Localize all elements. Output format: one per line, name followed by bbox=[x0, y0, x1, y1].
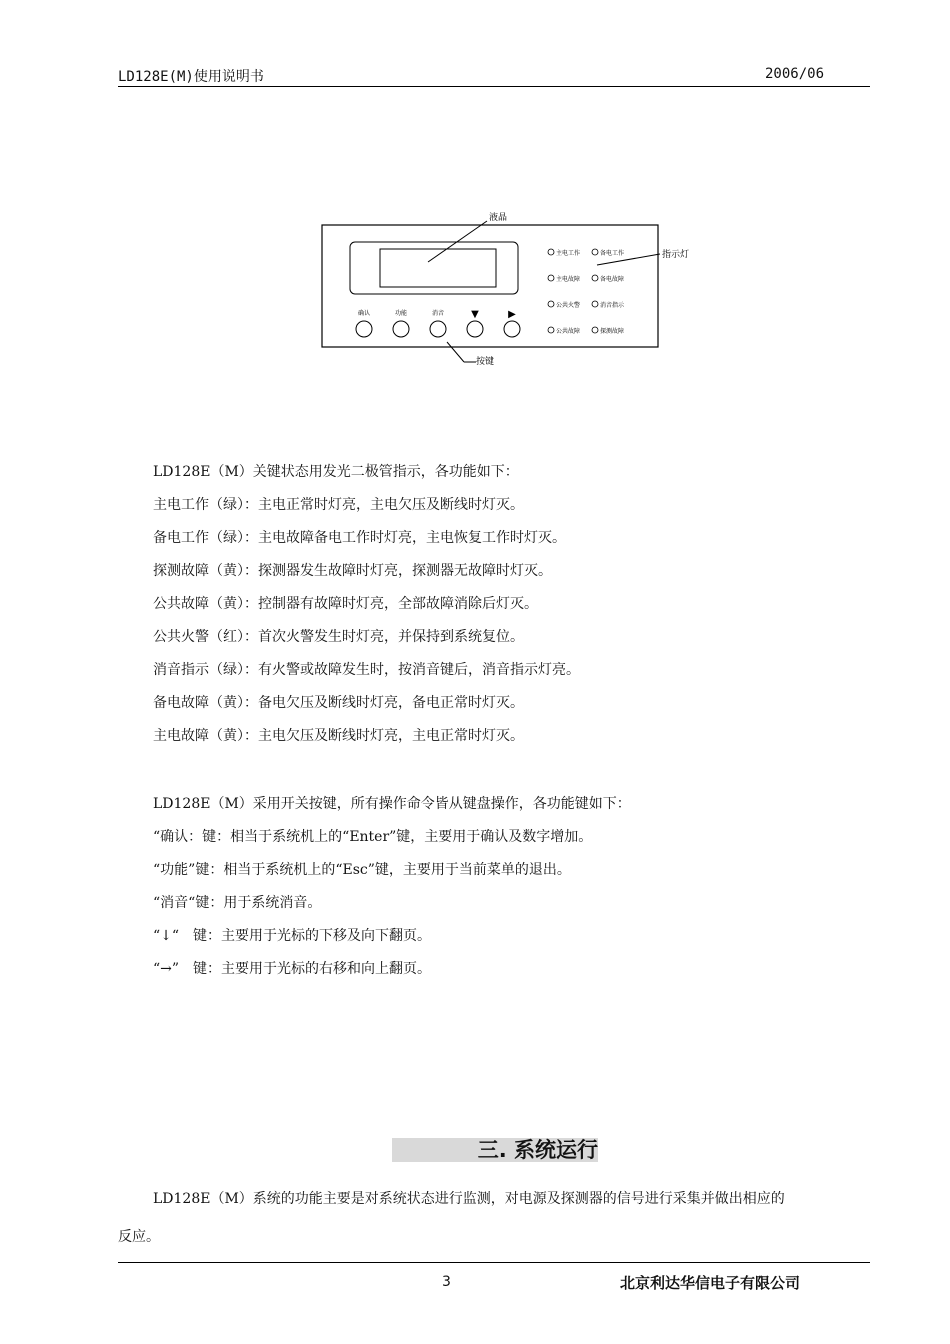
key-silence-line: “消音“键：用于系统消音。 bbox=[153, 895, 322, 911]
key-label-function: 功能 bbox=[394, 310, 408, 317]
key-intro-line: LD128E（M）采用开关按键，所有操作命令皆从键盘操作，各功能键如下： bbox=[153, 796, 631, 812]
led-backup-fault bbox=[592, 275, 598, 281]
led-label-backup-power: 备电工作 bbox=[600, 250, 625, 257]
led-label-silence: 消音指示 bbox=[600, 302, 625, 309]
right-key bbox=[504, 321, 520, 337]
led-main-fault-line: 主电故障（黄）：主电欠压及断线时灯亮，主电正常时灯灭。 bbox=[153, 728, 524, 744]
confirm-key bbox=[356, 321, 372, 337]
key-right-line: “→” 键：主要用于光标的右移和向上翻页。 bbox=[153, 961, 432, 977]
silence-key bbox=[430, 321, 446, 337]
company-name: 北京利达华信电子有限公司 bbox=[620, 1274, 801, 1292]
led-backup-power bbox=[592, 249, 598, 255]
lcd-frame bbox=[350, 242, 518, 294]
led-common-fault bbox=[548, 327, 554, 333]
section-paragraph-line-2: 反应。 bbox=[118, 1229, 160, 1245]
page-number: 3 bbox=[442, 1274, 451, 1290]
header-rule bbox=[118, 86, 870, 87]
led-silence-line: 消音指示（绿）：有火警或故障发生时，按消音键后，消音指示灯亮。 bbox=[153, 662, 580, 678]
right-arrow-icon: ▶ bbox=[508, 309, 516, 320]
led-backup-fault-line: 备电故障（黄）：备电欠压及断线时灯亮，备电正常时灯灭。 bbox=[153, 695, 524, 711]
lcd-callout-label: 液晶 bbox=[489, 213, 508, 223]
header-title: LD128E(M)使用说明书 bbox=[118, 69, 264, 85]
led-backup-power-line: 备电工作（绿）：主电故障备电工作时灯亮，主电恢复工作时灯灭。 bbox=[153, 530, 566, 546]
panel-svg bbox=[300, 205, 720, 380]
section-paragraph bbox=[118, 1180, 870, 1256]
led-common-fault-line: 公共故障（黄）：控制器有故障时灯亮，全部故障消除后灯灭。 bbox=[153, 596, 538, 612]
key-down-line: “↓“ 键：主要用于光标的下移及向下翻页。 bbox=[153, 928, 432, 944]
led-fire-alarm bbox=[548, 301, 554, 307]
section-title: 三. 系统运行 bbox=[477, 1138, 598, 1162]
led-detector-fault-line: 探测故障（黄）：探测器发生故障时灯亮，探测器无故障时灯灭。 bbox=[153, 563, 552, 579]
key-function-section bbox=[153, 788, 631, 986]
led-main-fault bbox=[548, 275, 554, 281]
function-key bbox=[393, 321, 409, 337]
led-label-fire-alarm: 公共火警 bbox=[556, 302, 581, 309]
down-arrow-icon: ▼ bbox=[471, 309, 479, 320]
led-main-power-line: 主电工作（绿）：主电正常时灯亮，主电欠压及断线时灯灭。 bbox=[153, 497, 524, 513]
keys-callout-line bbox=[447, 342, 464, 362]
keys-callout-label: 按键 bbox=[476, 357, 495, 367]
led-fire-alarm-line: 公共火警（红）：首次火警发生时灯亮，并保持到系统复位。 bbox=[153, 629, 524, 645]
key-function-line: “功能”键：相当于系统机上的“Esc”键，主要用于当前菜单的退出。 bbox=[153, 862, 571, 878]
indicator-callout-label: 指示灯 bbox=[662, 250, 690, 260]
led-main-power bbox=[548, 249, 554, 255]
led-label-main-power: 主电工作 bbox=[556, 250, 581, 257]
key-label-silence: 消音 bbox=[431, 310, 445, 317]
key-confirm-line: “确认：键：相当于系统机上的“Enter”键，主要用于确认及数字增加。 bbox=[153, 829, 593, 845]
led-intro-line: LD128E（M）关键状态用发光二极管指示，各功能如下： bbox=[153, 464, 519, 480]
key-label-confirm: 确认 bbox=[357, 310, 371, 317]
down-key bbox=[467, 321, 483, 337]
led-label-common-fault: 公共故障 bbox=[556, 328, 581, 335]
led-detector-fault bbox=[592, 327, 598, 333]
led-silence bbox=[592, 301, 598, 307]
led-label-backup-fault: 备电故障 bbox=[600, 276, 625, 283]
section-paragraph-line-1: LD128E（M）系统的功能主要是对系统状态进行监测，对电源及探测器的信号进行采集并做出相应的 bbox=[153, 1191, 785, 1207]
header-date: 2006/06 bbox=[765, 66, 825, 82]
led-label-detector-fault: 探测故障 bbox=[600, 328, 625, 335]
control-panel-diagram bbox=[300, 205, 720, 380]
footer-rule bbox=[118, 1262, 870, 1263]
led-indicator-section bbox=[153, 456, 580, 753]
led-label-main-fault: 主电故障 bbox=[556, 276, 581, 283]
